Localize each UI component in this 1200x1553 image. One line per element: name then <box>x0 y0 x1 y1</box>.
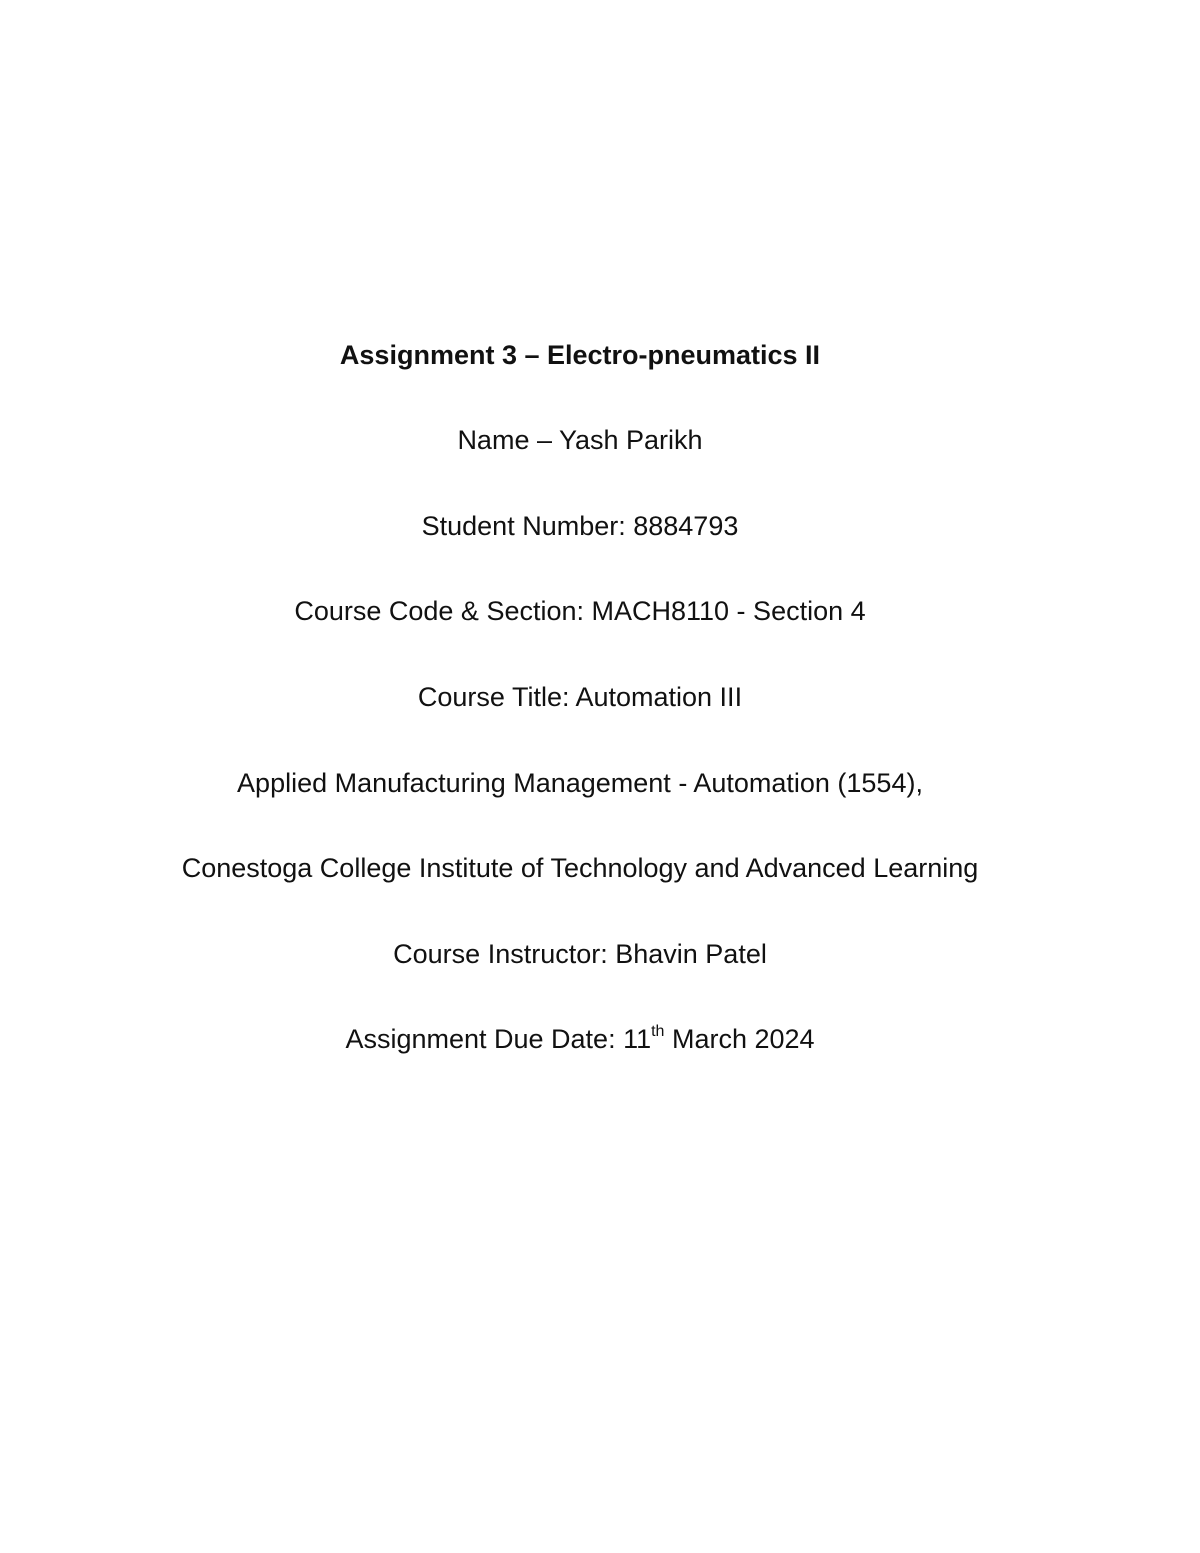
due-date-ordinal-suffix: th <box>651 1023 665 1040</box>
course-code-section: Course Code & Section: MACH8110 - Section 4 <box>294 596 866 626</box>
course-title: Course Title: Automation III <box>417 682 743 712</box>
institution-name: Conestoga College Institute of Technology and Advanced Learning <box>181 853 979 883</box>
due-date <box>0 1022 1160 1056</box>
program-name: Applied Manufacturing Management - Automation (1554), <box>237 768 923 798</box>
course-instructor: Course Instructor: Bhavin Patel <box>393 939 767 969</box>
student-number: Student Number: 8884793 <box>421 511 739 541</box>
student-name: Name – Yash Parikh <box>457 425 703 455</box>
due-date-suffix: March 2024 <box>664 1024 815 1054</box>
assignment-title: Assignment 3 – Electro-pneumatics II <box>339 340 821 370</box>
due-date-prefix: Assignment Due Date: 11 <box>345 1024 652 1054</box>
